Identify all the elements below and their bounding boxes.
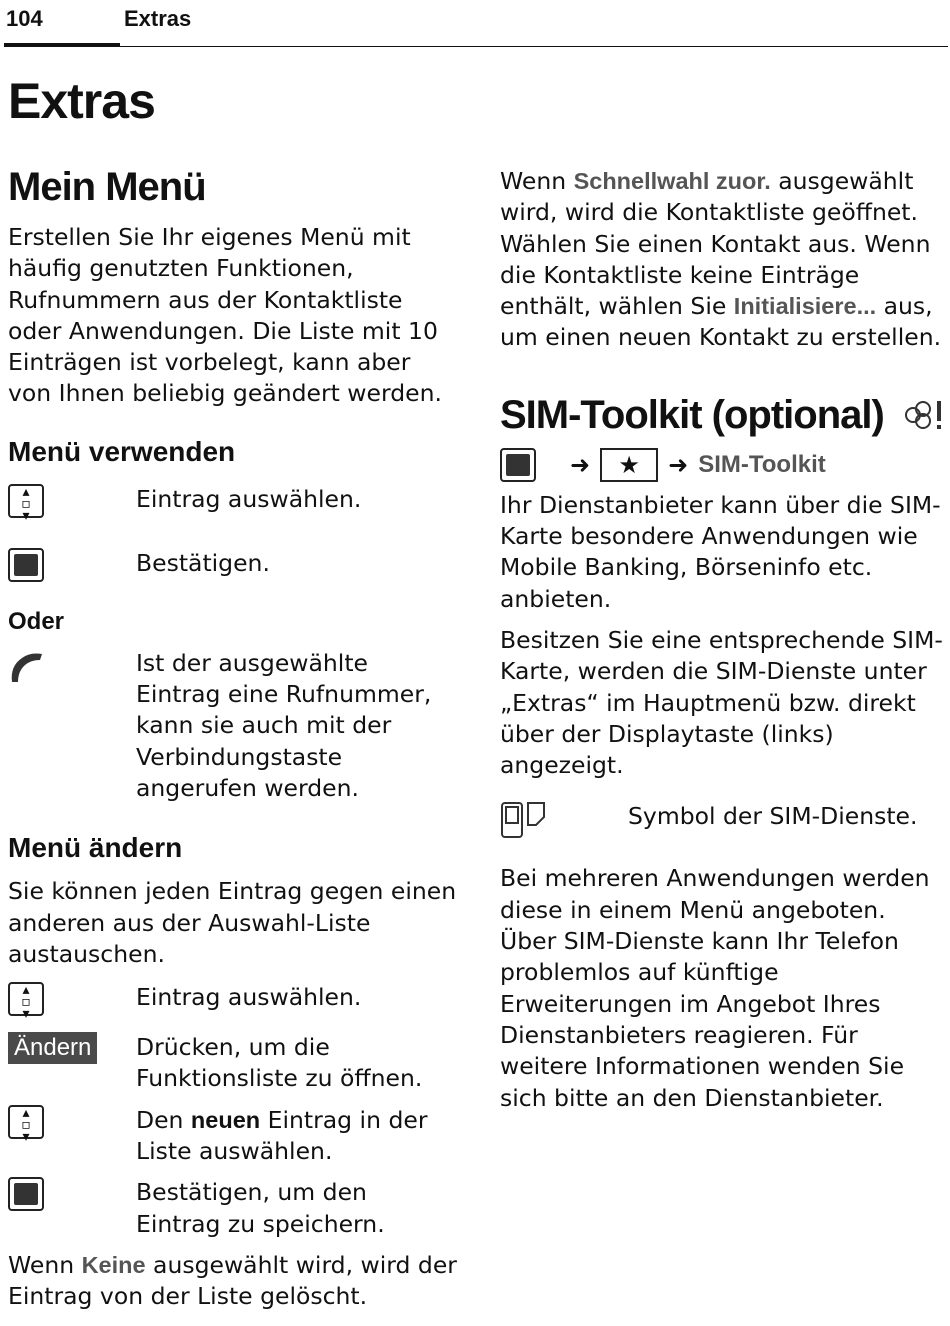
page-title: Extras (8, 73, 155, 129)
header-rule-thick (4, 43, 120, 47)
sim-services-icon (500, 801, 546, 841)
schnellwahl-label: Schnellwahl zuor. (573, 168, 771, 194)
header-rule (120, 46, 948, 47)
sim-paragraph-3: Bei mehreren Anwendungen werden diese in einem Menü angeboten. Über SIM-Dienste kann Ihr Telefon problemlos auf künftige Erweiterungen im Angebot Ihres Dienstanbieters reagieren. Für weitere Informationen wenden Sie sich bitte an den Dienstanbieter. (500, 864, 930, 1112)
step-row (8, 648, 458, 804)
nav-key-icon: ▴ ▫ ▾ (8, 982, 44, 1016)
initialisiere-label: Initialisiere... (733, 293, 877, 320)
step-text: Ist der ausgewählte Eintrag eine Rufnummer, kann sie auch mit der Verbindungstaste angerufen werden. (136, 648, 432, 802)
step-row (8, 1177, 458, 1240)
keine-label: Keine (81, 1251, 146, 1278)
symbol-text: Symbol der SIM-Dienste. (628, 802, 918, 831)
para-part: ausgewählt wird, wird die Kontaktliste geöffnet. Wählen Sie einen Kontakt aus. Wenn die Kontaktliste keine Einträge enthält, wählen Sie (500, 167, 931, 321)
heading-menu-aendern: Menü ändern (8, 832, 183, 864)
step-row (8, 484, 458, 524)
network-dependent-icon (901, 397, 945, 433)
step-text: Eintrag auswählen. (136, 484, 362, 513)
menu-aendern-intro: Sie können jeden Eintrag gegen einen anderen aus der Auswahl-Liste austauschen. (8, 877, 457, 968)
para-part: Wenn (500, 167, 574, 195)
nav-key-icon: ▴ ▫ ▾ (8, 1105, 44, 1139)
call-key-icon (8, 648, 48, 688)
para-part: aus, um einen neuen Kontakt zu erstellen. (500, 292, 942, 352)
center-key-icon (8, 1177, 44, 1211)
step-text-bold: neuen (190, 1106, 261, 1133)
page-header (0, 0, 950, 48)
right-column (500, 166, 945, 1114)
step-text-part: Eintrag in der Liste auswählen. (136, 1105, 428, 1166)
step-text: Eintrag auswählen. (136, 983, 362, 1012)
arrow-icon: ➜ (668, 450, 689, 479)
step-row (8, 982, 458, 1022)
heading-mein-menu: Mein Menü (8, 165, 206, 209)
nav-key-icon: ▴ ▫ ▾ (8, 484, 44, 518)
heading-menu-verwenden: Menü verwenden (8, 435, 236, 467)
page-number: 104 (6, 6, 43, 31)
step-text: Drücken, um die Funktionsliste zu öffnen. (136, 1033, 423, 1093)
sim-heading-row (500, 388, 945, 442)
sim-paragraph-2: Besitzen Sie eine entsprechende SIM-Karte, werden die SIM-Dienste unter „Extras“ im Hauptmenü bzw. direkt über der Displaytaste (links) angezeigt. (500, 625, 943, 780)
oder-label: Oder (8, 607, 65, 635)
running-head: Extras (124, 6, 192, 31)
andern-softkey[interactable]: Ändern (8, 1032, 97, 1064)
step-text: Bestätigen, um den Eintrag zu speichern. (136, 1178, 385, 1238)
left-column (8, 160, 458, 1313)
schnellwahl-paragraph (500, 166, 945, 354)
step-row (8, 1032, 458, 1095)
step-text (136, 1105, 446, 1168)
arrow-icon: ➜ (570, 450, 591, 479)
step-row (8, 1105, 458, 1168)
menu-path-label: SIM-Toolkit (698, 450, 826, 478)
mein-menu-intro: Erstellen Sie Ihr eigenes Menü mit häufig genutzten Funktionen, Rufnummern aus der Kontaktliste oder Anwendungen. Die Liste mit 10 Einträgen ist vorbelegt, kann aber von Ihnen beliebig geändert werden. (8, 223, 442, 408)
note-part: ausgewählt wird, wird der Eintrag von der Liste gelöscht. (8, 1250, 457, 1311)
keine-note (8, 1250, 458, 1313)
star-icon: ★ (600, 448, 658, 482)
center-key-icon (500, 448, 536, 482)
step-text-part: Den (136, 1105, 191, 1134)
heading-sim-toolkit: SIM-Toolkit (optional) (500, 392, 884, 437)
step-row (8, 548, 458, 586)
step-text: Bestätigen. (136, 548, 270, 577)
center-key-icon (8, 548, 44, 582)
sim-paragraph-1: Ihr Dienstanbieter kann über die SIM-Karte besondere Anwendungen wie Mobile Banking, Börseninfo etc. anbieten. (500, 490, 941, 613)
menu-path (500, 448, 945, 482)
symbol-row (500, 801, 945, 845)
note-part: Wenn (8, 1250, 82, 1279)
